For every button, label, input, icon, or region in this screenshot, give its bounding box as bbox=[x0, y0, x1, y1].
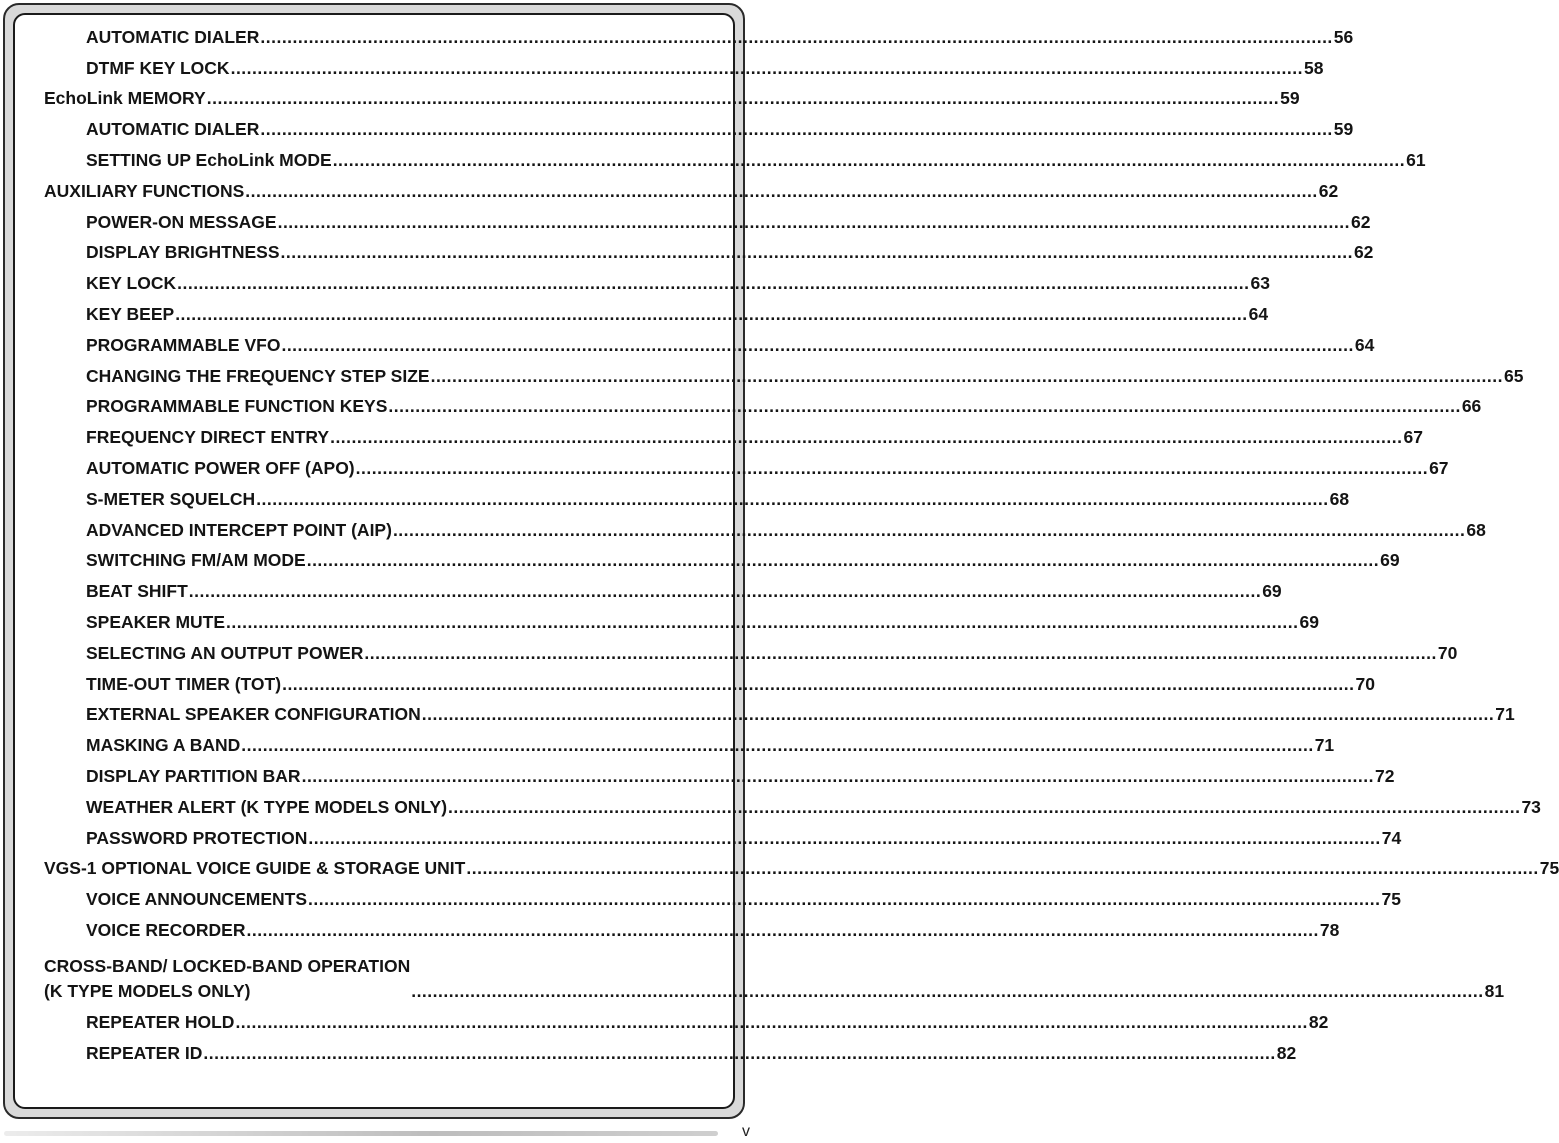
toc-entry-page: 75 bbox=[1381, 889, 1401, 910]
toc-entry[interactable] bbox=[44, 170, 1339, 201]
toc-entry[interactable] bbox=[44, 232, 1374, 263]
toc-entry-title-line2: (K TYPE MODELS ONLY) bbox=[44, 980, 251, 1001]
dot-leader: ........................................................................................................................................................................................................ bbox=[301, 765, 1374, 786]
toc-entry-page: 71 bbox=[1495, 704, 1515, 725]
dot-leader: ........................................................................................................................................................................................................ bbox=[466, 858, 1539, 879]
dot-leader: ........................................................................................................................................................................................................ bbox=[332, 149, 1406, 170]
toc-entry[interactable] bbox=[44, 139, 1426, 170]
toc-entry-page: 68 bbox=[1466, 519, 1486, 540]
table-of-contents bbox=[44, 16, 1559, 1063]
toc-entry[interactable] bbox=[44, 663, 1375, 694]
toc-entry-title: SELECTING AN OUTPUT POWER bbox=[86, 642, 364, 663]
toc-entry[interactable] bbox=[44, 416, 1423, 448]
dot-leader: ........................................................................................................................................................................................................ bbox=[177, 273, 1250, 294]
dot-leader: ........................................................................................................................................................................................................ bbox=[230, 57, 1303, 78]
toc-entry-title: EXTERNAL SPEAKER CONFIGURATION bbox=[86, 704, 421, 725]
footer-rule bbox=[4, 1131, 718, 1136]
toc-entry-page: 68 bbox=[1329, 488, 1350, 509]
toc-entry-title: AUXILIARY FUNCTIONS bbox=[44, 180, 245, 201]
toc-entry[interactable] bbox=[44, 786, 1541, 817]
toc-entry[interactable] bbox=[44, 262, 1270, 294]
toc-entry-page: 67 bbox=[1429, 457, 1449, 478]
toc-entry[interactable] bbox=[44, 724, 1335, 756]
toc-entry-page: 69 bbox=[1299, 611, 1319, 632]
dot-leader: ........................................................................................................................................................................................................ bbox=[330, 427, 1403, 448]
toc-entry-title: AUTOMATIC DIALER bbox=[86, 119, 260, 140]
dot-leader: ........................................................................................................................................................................................................ bbox=[226, 611, 1299, 632]
toc-entry-page: 70 bbox=[1437, 642, 1458, 663]
toc-entry-page: 64 bbox=[1248, 303, 1269, 324]
toc-entry-title: AUTOMATIC DIALER bbox=[86, 26, 260, 47]
dot-leader: ........................................................................................................................................................................................................ bbox=[260, 119, 1333, 140]
dot-leader: ........................................................................................................................................................................................................ bbox=[235, 1011, 1308, 1032]
toc-entry-title: WEATHER ALERT (K TYPE MODELS ONLY) bbox=[86, 796, 448, 817]
toc-entry[interactable] bbox=[44, 16, 1354, 47]
toc-entry-title: ADVANCED INTERCEPT POINT (AIP) bbox=[86, 519, 392, 540]
toc-entry-title: SETTING UP EchoLink MODE bbox=[86, 149, 332, 170]
toc-entry[interactable] bbox=[44, 509, 1486, 540]
dot-leader: ........................................................................................................................................................................................................ bbox=[246, 919, 1319, 940]
toc-entry-title: POWER-ON MESSAGE bbox=[86, 211, 277, 232]
toc-entry-title: PROGRAMMABLE VFO bbox=[86, 334, 281, 355]
toc-entry-page: 62 bbox=[1351, 211, 1371, 232]
dot-leader: ........................................................................................................................................................................................................ bbox=[421, 704, 1495, 725]
toc-entry-page: 81 bbox=[1484, 980, 1505, 1001]
toc-entry-page: 65 bbox=[1504, 365, 1524, 386]
toc-entry-page: 72 bbox=[1375, 765, 1395, 786]
toc-entry-page: 67 bbox=[1403, 427, 1423, 448]
dot-leader: ........................................................................................................................................................................................................ bbox=[306, 550, 1380, 571]
toc-entry-title bbox=[44, 951, 410, 1001]
toc-entry-title: KEY LOCK bbox=[86, 273, 177, 294]
toc-entry[interactable] bbox=[44, 355, 1524, 386]
dot-leader: ........................................................................................................................................................................................................ bbox=[308, 827, 1381, 848]
toc-entry-page: 69 bbox=[1262, 581, 1282, 602]
toc-entry-title-line1: CROSS-BAND/ LOCKED-BAND OPERATION bbox=[44, 955, 411, 976]
toc-entry[interactable] bbox=[44, 878, 1401, 910]
footer-page-number: v bbox=[742, 1123, 750, 1140]
toc-entry-title: S-METER SQUELCH bbox=[86, 488, 256, 509]
toc-entry[interactable] bbox=[44, 78, 1300, 109]
toc-entry-page: 66 bbox=[1461, 396, 1482, 417]
toc-entry[interactable] bbox=[44, 540, 1400, 571]
toc-entry-page: 64 bbox=[1354, 334, 1375, 355]
toc-entry-title: DTMF KEY LOCK bbox=[86, 57, 230, 78]
toc-entry-title: PASSWORD PROTECTION bbox=[86, 827, 308, 848]
toc-entry[interactable] bbox=[44, 324, 1375, 355]
toc-entry[interactable] bbox=[44, 1032, 1297, 1063]
toc-entry-page: 62 bbox=[1318, 180, 1339, 201]
toc-entry-title: REPEATER HOLD bbox=[86, 1011, 235, 1032]
toc-entry[interactable] bbox=[44, 570, 1282, 602]
toc-entry-title: VOICE RECORDER bbox=[86, 919, 246, 940]
toc-entry[interactable] bbox=[44, 108, 1354, 140]
dot-leader: ........................................................................................................................................................................................................ bbox=[256, 488, 1329, 509]
dot-leader: ........................................................................................................................................................................................................ bbox=[355, 457, 1429, 478]
dot-leader: ........................................................................................................................................................................................................ bbox=[277, 211, 1350, 232]
toc-entry-page: 70 bbox=[1355, 673, 1375, 694]
toc-entry-title: VGS-1 OPTIONAL VOICE GUIDE & STORAGE UNIT bbox=[44, 858, 466, 879]
toc-entry-title: MASKING A BAND bbox=[86, 735, 241, 756]
toc-entry[interactable] bbox=[44, 47, 1324, 78]
dot-leader: ........................................................................................................................................................................................................ bbox=[245, 180, 1318, 201]
toc-entry-page: 62 bbox=[1353, 242, 1374, 263]
toc-entry[interactable] bbox=[44, 478, 1350, 509]
toc-entry-title: BEAT SHIFT bbox=[86, 581, 188, 602]
toc-entry-page: 58 bbox=[1304, 57, 1324, 78]
toc-entry[interactable] bbox=[44, 848, 1559, 879]
toc-entry[interactable] bbox=[44, 940, 1505, 1001]
dot-leader: ........................................................................................................................................................................................................ bbox=[241, 735, 1314, 756]
dot-leader: ........................................................................................................................................................................................................ bbox=[430, 365, 1503, 386]
dot-leader: ........................................................................................................................................................................................................ bbox=[175, 303, 1248, 324]
dot-leader: ........................................................................................................................................................................................................ bbox=[206, 88, 1280, 109]
toc-entry-page: 63 bbox=[1250, 273, 1270, 294]
toc-entry-page: 78 bbox=[1319, 919, 1340, 940]
toc-entry-page: 61 bbox=[1406, 149, 1426, 170]
toc-entry-page: 59 bbox=[1280, 88, 1300, 109]
toc-entry[interactable] bbox=[44, 293, 1269, 324]
toc-entry[interactable] bbox=[44, 386, 1482, 417]
toc-entry-title: AUTOMATIC POWER OFF (APO) bbox=[86, 457, 355, 478]
toc-entry-page: 56 bbox=[1333, 26, 1354, 47]
toc-entry[interactable] bbox=[44, 632, 1458, 663]
toc-entry-title: SPEAKER MUTE bbox=[86, 611, 226, 632]
toc-entry-title: REPEATER ID bbox=[86, 1042, 203, 1063]
toc-entry-title: DISPLAY BRIGHTNESS bbox=[86, 242, 280, 263]
toc-entry-title: CHANGING THE FREQUENCY STEP SIZE bbox=[86, 365, 430, 386]
dot-leader: ........................................................................................................................................................................................................ bbox=[260, 26, 1333, 47]
dot-leader: ........................................................................................................................................................................................................ bbox=[282, 673, 1355, 694]
toc-entry[interactable] bbox=[44, 694, 1515, 725]
toc-entry-title: FREQUENCY DIRECT ENTRY bbox=[86, 427, 330, 448]
toc-entry[interactable] bbox=[44, 201, 1371, 232]
toc-entry-title: PROGRAMMABLE FUNCTION KEYS bbox=[86, 396, 388, 417]
toc-entry-title: SWITCHING FM/AM MODE bbox=[86, 550, 306, 571]
dot-leader: ........................................................................................................................................................................................................ bbox=[308, 889, 1381, 910]
toc-entry-title: TIME-OUT TIMER (TOT) bbox=[86, 673, 282, 694]
toc-entry-page: 74 bbox=[1381, 827, 1402, 848]
toc-entry[interactable] bbox=[44, 909, 1340, 940]
toc-entry[interactable] bbox=[44, 1001, 1329, 1032]
dot-leader: ........................................................................................................................................................................................................ bbox=[364, 642, 1437, 663]
toc-entry-title: KEY BEEP bbox=[86, 303, 175, 324]
dot-leader: ........................................................................................................................................................................................................ bbox=[188, 581, 1262, 602]
toc-entry-page: 73 bbox=[1521, 796, 1541, 817]
dot-leader: ........................................................................................................................................................................................................ bbox=[388, 396, 1461, 417]
toc-entry-page: 59 bbox=[1333, 119, 1354, 140]
toc-entry[interactable] bbox=[44, 447, 1449, 478]
toc-entry-page: 69 bbox=[1380, 550, 1400, 571]
toc-entry-title: DISPLAY PARTITION BAR bbox=[86, 765, 301, 786]
toc-entry-title: VOICE ANNOUNCEMENTS bbox=[86, 889, 308, 910]
dot-leader: ........................................................................................................................................................................................................ bbox=[280, 242, 1353, 263]
dot-leader: ........................................................................................................................................................................................................ bbox=[392, 519, 1466, 540]
toc-entry[interactable] bbox=[44, 755, 1395, 786]
dot-leader: ........................................................................................................................................................................................................ bbox=[411, 980, 1484, 1001]
toc-entry-title: EchoLink MEMORY bbox=[44, 88, 206, 109]
toc-entry-page: 71 bbox=[1314, 735, 1335, 756]
toc-entry-page: 75 bbox=[1539, 858, 1559, 879]
dot-leader: ........................................................................................................................................................................................................ bbox=[281, 334, 1354, 355]
dot-leader: ........................................................................................................................................................................................................ bbox=[203, 1042, 1276, 1063]
toc-entry-page: 82 bbox=[1276, 1042, 1297, 1063]
dot-leader: ........................................................................................................................................................................................................ bbox=[448, 796, 1521, 817]
toc-entry-page: 82 bbox=[1308, 1011, 1329, 1032]
toc-entry[interactable] bbox=[44, 817, 1402, 848]
toc-entry[interactable] bbox=[44, 601, 1319, 632]
